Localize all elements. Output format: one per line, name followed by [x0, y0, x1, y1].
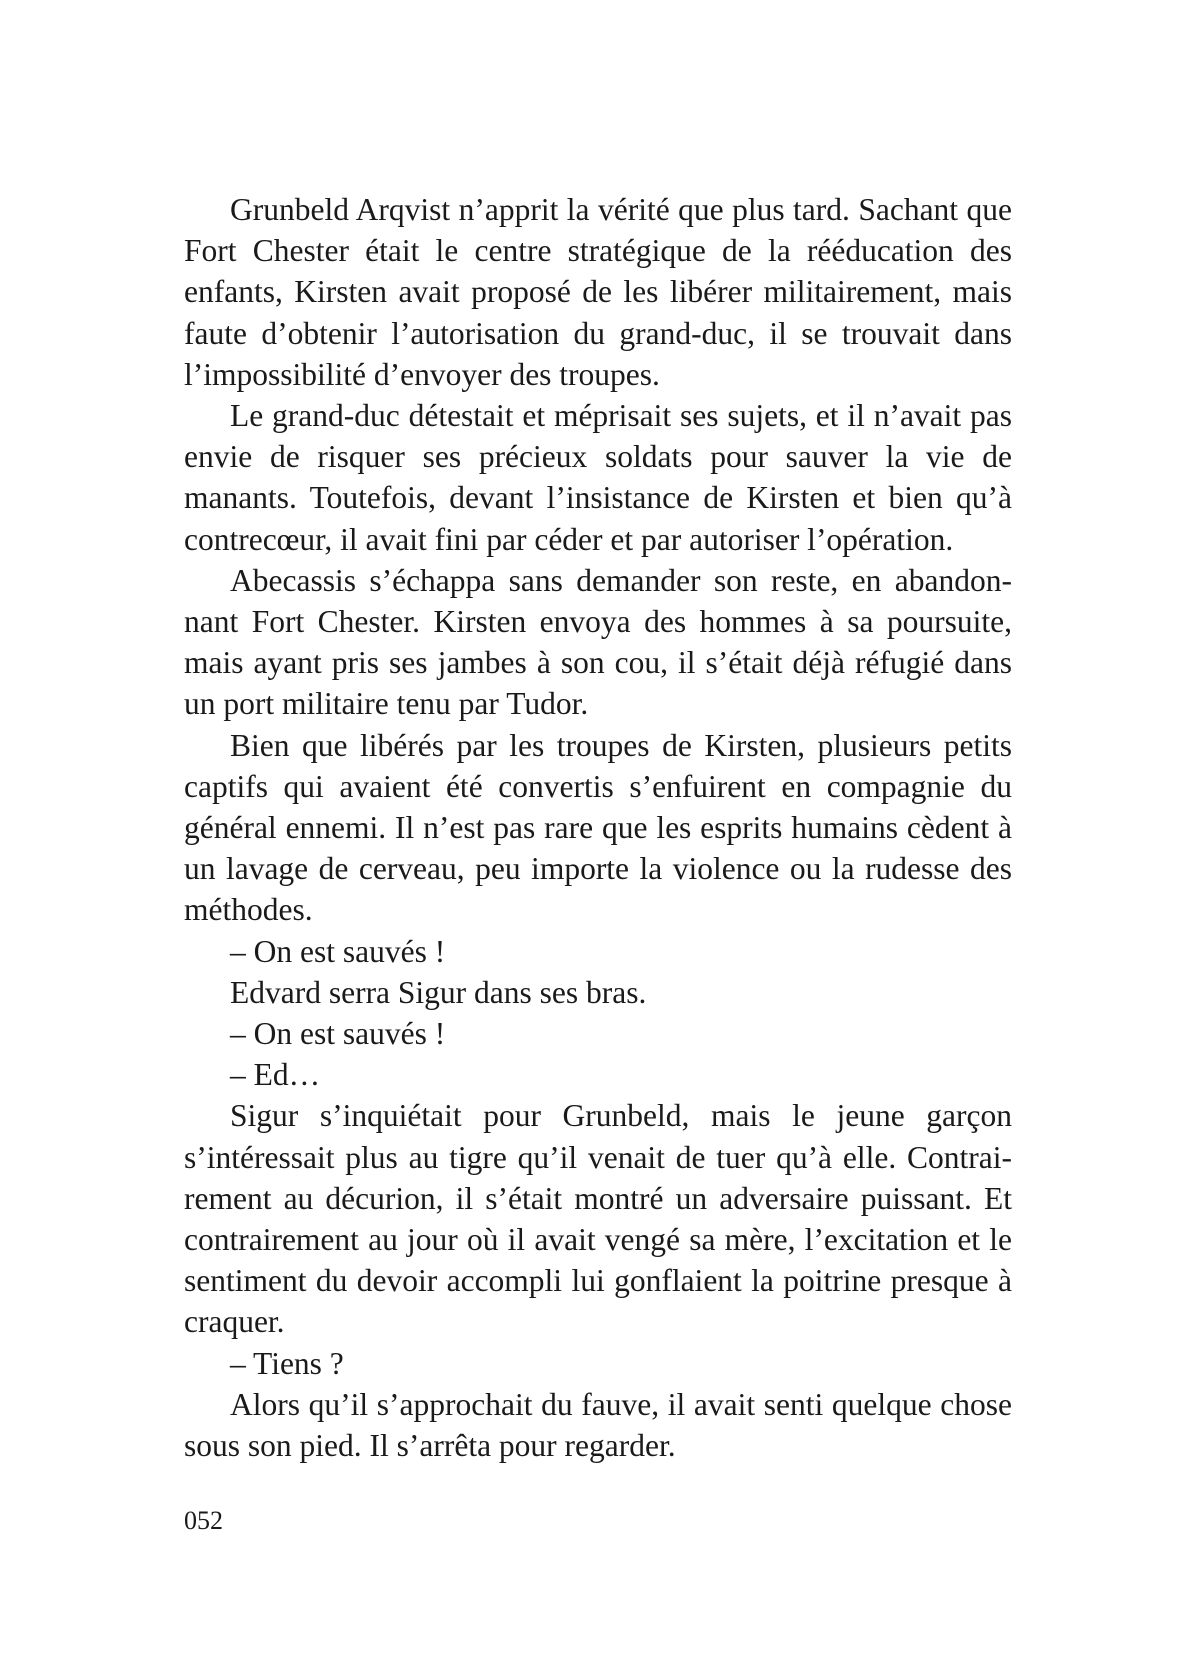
paragraph: Alors qu’il s’approchait du fauve, il avait senti quelque chose sous son pied. Il s’arrêta pour regarder. [184, 1386, 1012, 1464]
dialogue-line: – Tiens ? [230, 1345, 344, 1381]
page-number: 052 [184, 1506, 223, 1535]
paragraph: Edvard serra Sigur dans ses bras. [230, 974, 647, 1010]
paragraph: Le grand-duc détestait et méprisait ses sujets, et il n’avait pas envie de risquer ses précieux soldats pour sauver la vie de manants. Toutefois, devant l’insistance de Kirsten et bien qu’à contrecœur, il avait fini par céder et par autoriser l’opération. [184, 398, 1012, 557]
dialogue-line: – Ed… [230, 1057, 321, 1093]
dialogue-line: – On est sauvés ! [230, 933, 446, 969]
paragraph: Bien que libérés par les troupes de Kirsten, plusieurs petits captifs qui avaient été convertis s’enfuirent en compagnie du général ennemi. Il n’est pas rare que les esprits humains cèdent à un lavage de cerveau, peu importe la violence ou la rudesse des méthodes. [184, 727, 1012, 928]
body-text [184, 189, 1012, 1466]
dialogue-line: – On est sauvés ! [230, 1016, 446, 1052]
paragraph: Grunbeld Arqvist n’apprit la vérité que plus tard. Sachant que Fort Chester était le centre stratégique de la rééducation des enfants, Kirsten avait proposé de les libérer militairement, mais faute d’obtenir l’autorisation du grand-duc, il se trouvait dans l’impossibilité d’envoyer des troupes. [184, 192, 1012, 392]
paragraph: Abecassis s’échappa sans demander son reste, en abandonnant Fort Chester. Kirsten envoya des hommes à sa poursuite, mais ayant pris ses jambes à son cou, il s’était déjà réfugié dans un port militaire tenu par Tudor. [184, 562, 1012, 722]
paragraph: Sigur s’inquiétait pour Grunbeld, mais le jeune garçon s’intéressait plus au tigre qu’il venait de tuer qu’à elle. Contrairement au décurion, il s’était montré un adversaire puissant. Et contrairement au jour où il avait vengé sa mère, l’excitation et le sentiment du devoir accompli lui gonflaient la poitrine presque à craquer. [184, 1098, 1012, 1340]
